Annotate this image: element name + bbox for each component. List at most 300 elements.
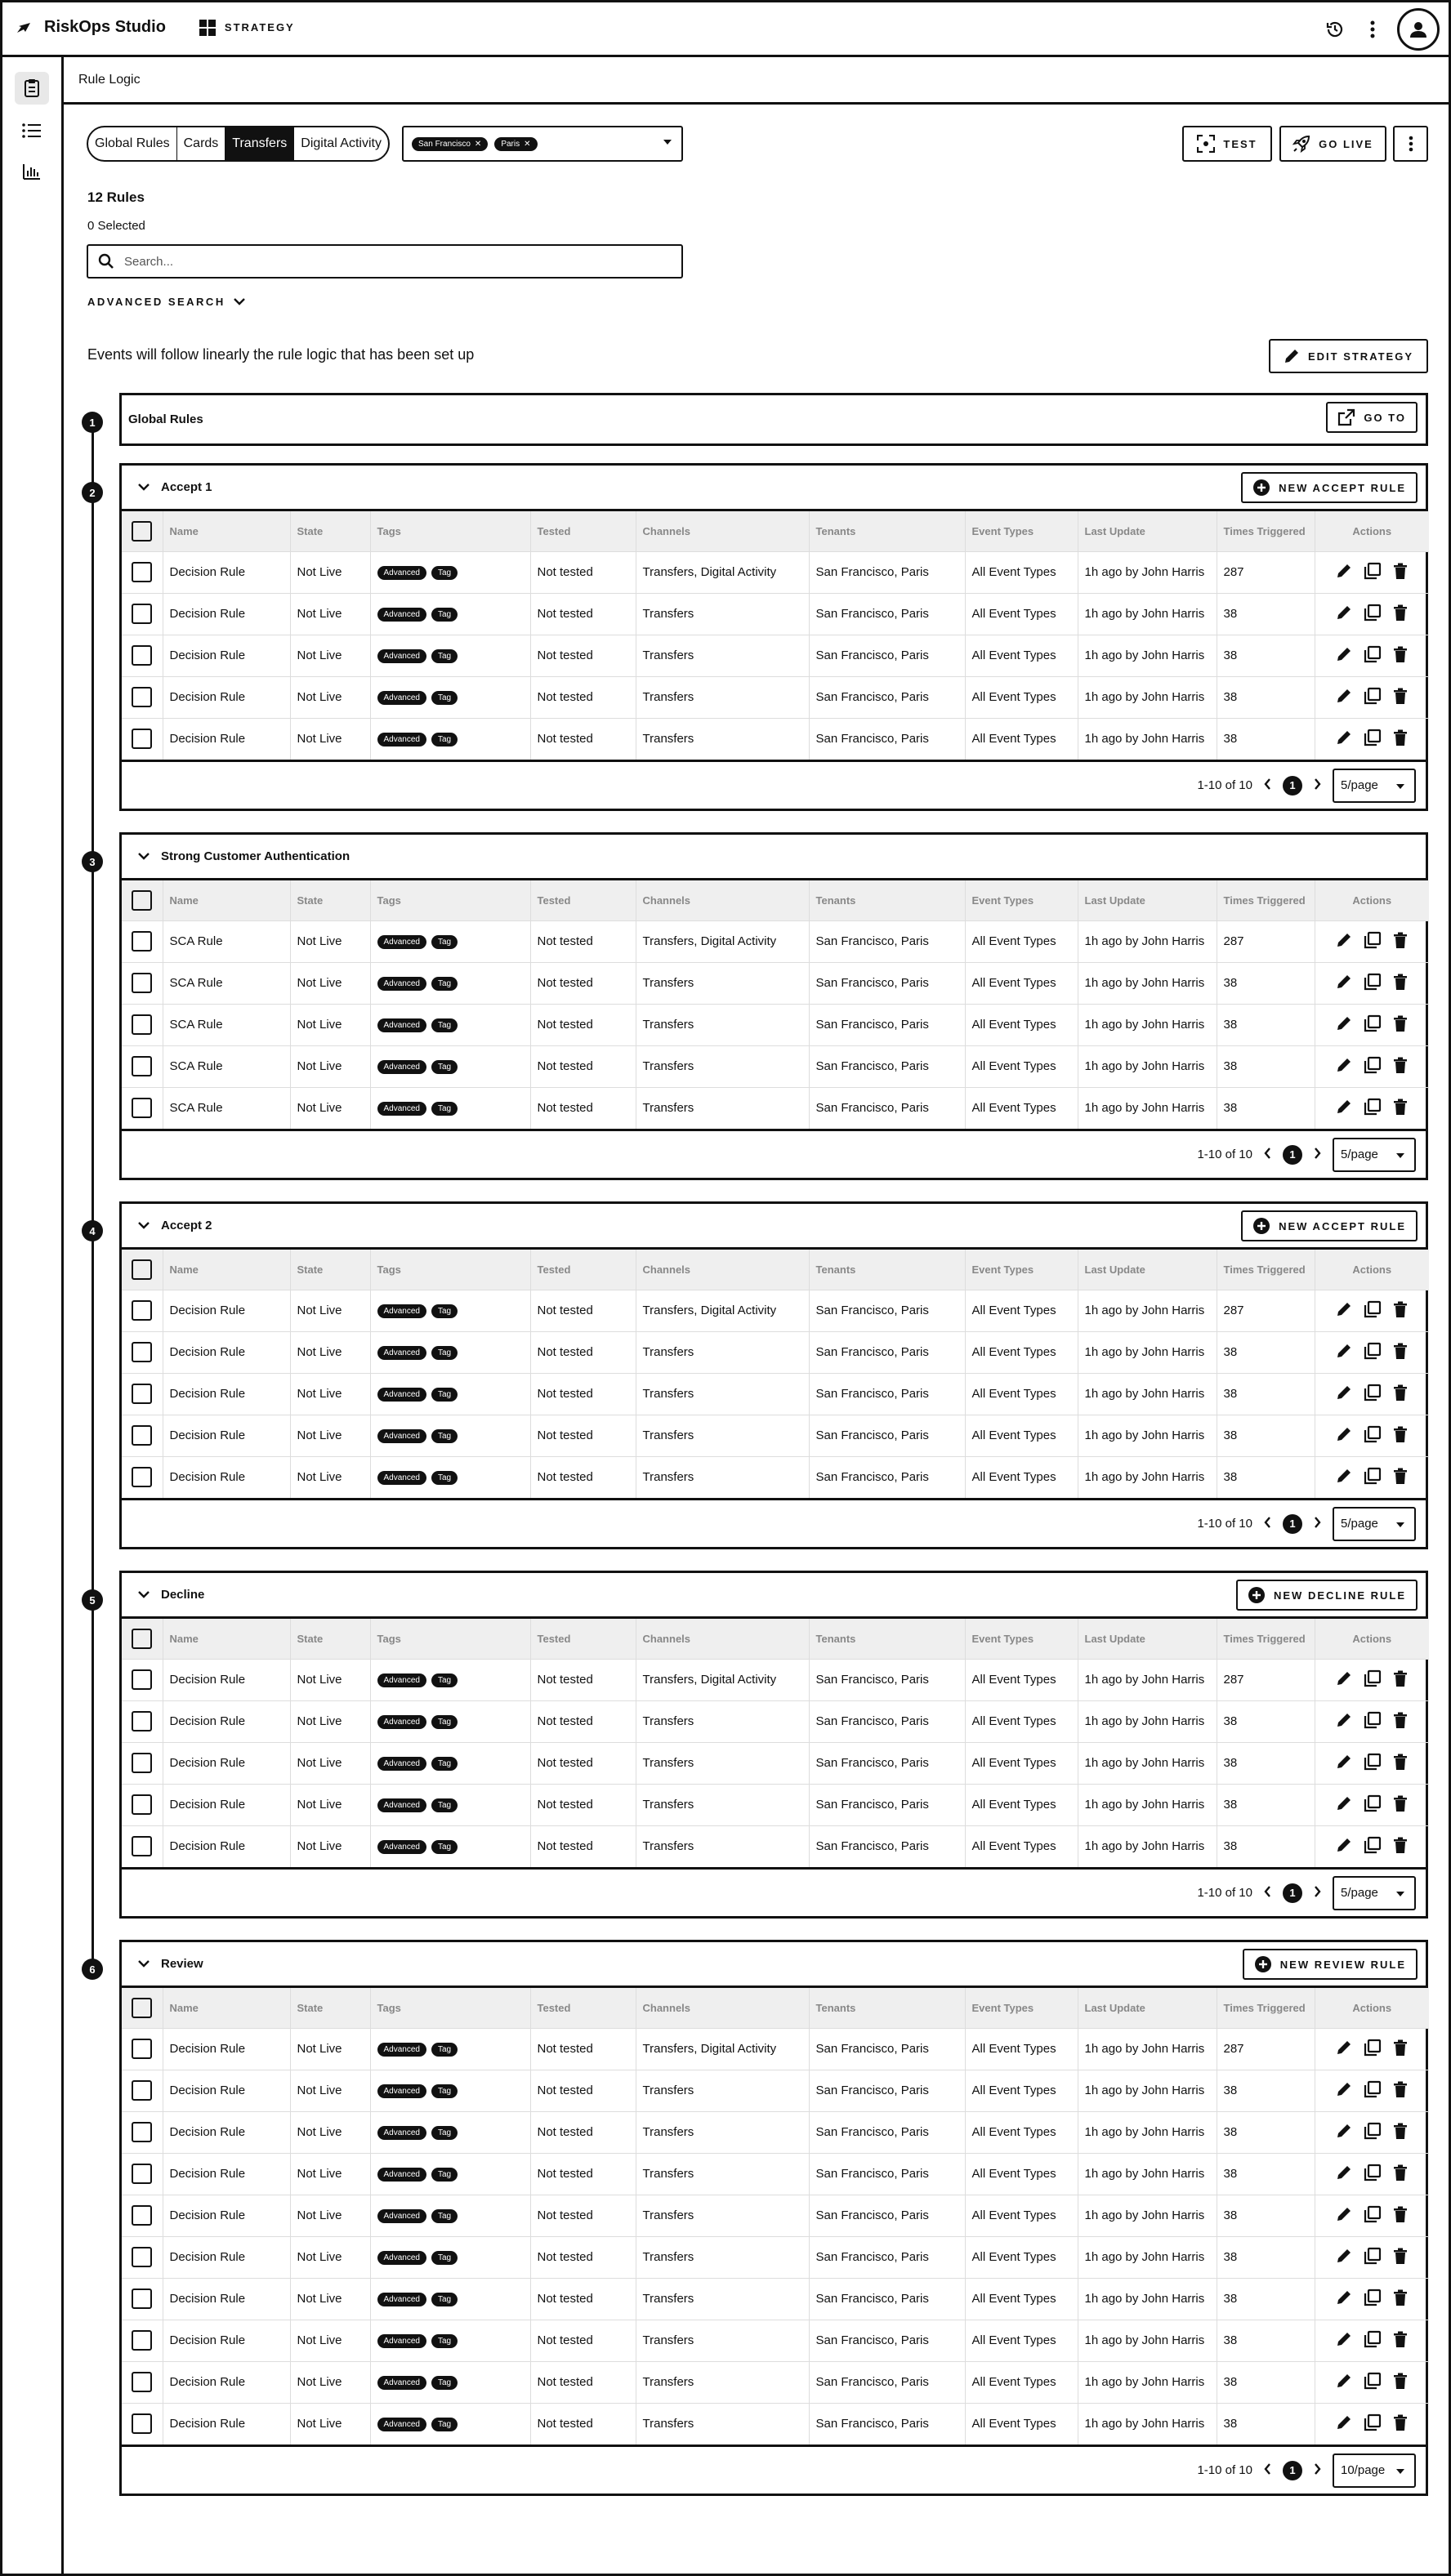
column-header[interactable]: Times Triggered xyxy=(1217,1988,1315,2028)
table-row[interactable] xyxy=(122,962,1429,1004)
column-header[interactable]: Name xyxy=(163,1250,290,1290)
row-checkbox[interactable] xyxy=(132,2372,152,2392)
table-row[interactable] xyxy=(122,551,1429,593)
edit-button[interactable] xyxy=(1336,2331,1352,2351)
rule-event-types: All Event Types xyxy=(965,1045,1078,1087)
table-row[interactable] xyxy=(122,2361,1429,2403)
duplicate-button[interactable] xyxy=(1364,2039,1382,2060)
column-header[interactable]: Name xyxy=(163,880,290,920)
table-row[interactable] xyxy=(122,2403,1429,2445)
column-header[interactable]: Tenants xyxy=(809,1619,965,1659)
next-page-button[interactable] xyxy=(1314,1886,1321,1901)
table-row[interactable] xyxy=(122,1331,1429,1373)
edit-button[interactable] xyxy=(1336,646,1352,666)
edit-button[interactable] xyxy=(1336,1712,1352,1731)
edit-button[interactable] xyxy=(1336,729,1352,749)
column-header[interactable]: Last Update xyxy=(1078,880,1217,920)
edit-button[interactable] xyxy=(1336,1670,1352,1690)
current-page[interactable]: 1 xyxy=(1283,776,1302,796)
tab-digital-activity[interactable]: Digital Activity xyxy=(301,136,382,150)
close-icon[interactable]: ✕ xyxy=(524,139,531,149)
edit-button[interactable] xyxy=(1336,604,1352,624)
row-checkbox[interactable] xyxy=(132,2080,152,2101)
column-header[interactable]: State xyxy=(290,1250,370,1290)
rule-name[interactable]: Decision Rule xyxy=(163,2070,290,2111)
select-all-checkbox[interactable] xyxy=(132,1629,152,1649)
delete-button[interactable] xyxy=(1393,1343,1408,1362)
rule-name[interactable]: Decision Rule xyxy=(163,676,290,718)
row-checkbox[interactable] xyxy=(132,2039,152,2059)
table-row[interactable] xyxy=(122,1659,1429,1700)
row-checkbox[interactable] xyxy=(132,1425,152,1446)
delete-button[interactable] xyxy=(1393,1670,1408,1690)
rule-name[interactable]: Decision Rule xyxy=(163,1373,290,1415)
edit-button[interactable] xyxy=(1336,2039,1352,2059)
rule-name[interactable]: Decision Rule xyxy=(163,551,290,593)
duplicate-button[interactable] xyxy=(1364,1384,1382,1405)
edit-button[interactable] xyxy=(1336,2373,1352,2392)
duplicate-button[interactable] xyxy=(1364,2330,1382,2351)
close-icon[interactable]: ✕ xyxy=(474,139,482,149)
column-header[interactable]: Times Triggered xyxy=(1217,880,1315,920)
rule-name[interactable]: Decision Rule xyxy=(163,1456,290,1498)
edit-button[interactable] xyxy=(1336,1837,1352,1856)
column-header[interactable]: Tested xyxy=(530,1250,636,1290)
row-checkbox[interactable] xyxy=(132,2164,152,2184)
chevron-right-icon xyxy=(1314,1517,1321,1528)
edit-button[interactable] xyxy=(1336,1301,1352,1321)
table-row[interactable] xyxy=(122,1700,1429,1742)
row-checkbox[interactable] xyxy=(132,1300,152,1321)
rule-name[interactable]: Decision Rule xyxy=(163,1700,290,1742)
new-rule-button[interactable] xyxy=(1241,1210,1418,1241)
rule-name[interactable]: Decision Rule xyxy=(163,1825,290,1867)
column-header[interactable]: Tested xyxy=(530,880,636,920)
table-row[interactable] xyxy=(122,1742,1429,1784)
table-row[interactable] xyxy=(122,593,1429,635)
table-row[interactable] xyxy=(122,1087,1429,1129)
delete-button[interactable] xyxy=(1393,1099,1408,1118)
sidebar-item-analytics[interactable] xyxy=(15,155,49,188)
rule-channels: Transfers xyxy=(636,1045,809,1087)
page-size-select[interactable] xyxy=(1333,1138,1416,1172)
duplicate-button[interactable] xyxy=(1364,1711,1382,1732)
delete-button[interactable] xyxy=(1393,2206,1408,2226)
duplicate-button[interactable] xyxy=(1364,2080,1382,2101)
table-row[interactable] xyxy=(122,920,1429,962)
row-checkbox[interactable] xyxy=(132,1342,152,1362)
column-header[interactable]: Channels xyxy=(636,1988,809,2028)
row-checkbox[interactable] xyxy=(132,2247,152,2267)
delete-button[interactable] xyxy=(1393,2331,1408,2351)
edit-button[interactable] xyxy=(1336,2081,1352,2101)
column-header[interactable]: Name xyxy=(163,511,290,551)
column-header[interactable]: Tested xyxy=(530,1619,636,1659)
edit-button[interactable] xyxy=(1336,1795,1352,1815)
copy-icon xyxy=(1364,1669,1382,1687)
row-checkbox[interactable] xyxy=(132,1467,152,1487)
table-row[interactable] xyxy=(122,1004,1429,1045)
duplicate-button[interactable] xyxy=(1364,931,1382,952)
row-checkbox[interactable] xyxy=(132,729,152,749)
rule-name[interactable]: Decision Rule xyxy=(163,1331,290,1373)
column-header[interactable]: Actions xyxy=(1315,1250,1429,1290)
delete-button[interactable] xyxy=(1393,2123,1408,2142)
rule-name[interactable]: Decision Rule xyxy=(163,1290,290,1331)
column-header[interactable]: Times Triggered xyxy=(1217,1250,1315,1290)
rule-name[interactable]: Decision Rule xyxy=(163,2278,290,2320)
select-all-checkbox[interactable] xyxy=(132,521,152,541)
row-checkbox[interactable] xyxy=(132,604,152,624)
column-header[interactable]: Channels xyxy=(636,1619,809,1659)
select-all-checkbox[interactable] xyxy=(132,1259,152,1280)
page-size-select[interactable] xyxy=(1333,1507,1416,1541)
tenant-chip[interactable] xyxy=(494,137,537,151)
collapse-toggle[interactable] xyxy=(138,1591,150,1598)
rule-tested: Not tested xyxy=(530,1290,636,1331)
edit-button[interactable] xyxy=(1336,932,1352,952)
column-header[interactable]: Tags xyxy=(370,511,530,551)
table-row[interactable] xyxy=(122,1825,1429,1867)
delete-button[interactable] xyxy=(1393,1057,1408,1076)
column-header[interactable]: Times Triggered xyxy=(1217,1619,1315,1659)
delete-button[interactable] xyxy=(1393,2039,1408,2059)
duplicate-button[interactable] xyxy=(1364,1300,1382,1321)
row-checkbox[interactable] xyxy=(132,1384,152,1404)
test-button[interactable] xyxy=(1182,126,1272,162)
row-checkbox[interactable] xyxy=(132,931,152,952)
table-row[interactable] xyxy=(122,1456,1429,1498)
duplicate-button[interactable] xyxy=(1364,1014,1382,1036)
column-header[interactable]: Tags xyxy=(370,1250,530,1290)
table-row[interactable] xyxy=(122,1784,1429,1825)
table-row[interactable] xyxy=(122,2195,1429,2236)
row-checkbox[interactable] xyxy=(132,1056,152,1076)
advanced-search-toggle[interactable] xyxy=(87,296,245,308)
rule-name[interactable]: Decision Rule xyxy=(163,1659,290,1700)
strategy-nav[interactable] xyxy=(199,19,295,37)
column-header[interactable]: Tenants xyxy=(809,1250,965,1290)
page-size-select[interactable] xyxy=(1333,1876,1416,1910)
table-row[interactable] xyxy=(122,718,1429,760)
delete-button[interactable] xyxy=(1393,1426,1408,1446)
row-checkbox[interactable] xyxy=(132,1753,152,1773)
delete-button[interactable] xyxy=(1393,563,1408,582)
column-header[interactable]: Channels xyxy=(636,880,809,920)
duplicate-button[interactable] xyxy=(1364,729,1382,750)
delete-button[interactable] xyxy=(1393,1384,1408,1404)
table-row[interactable] xyxy=(122,676,1429,718)
duplicate-button[interactable] xyxy=(1364,2289,1382,2310)
select-all-checkbox[interactable] xyxy=(132,1998,152,2018)
rule-name[interactable]: Decision Rule xyxy=(163,1742,290,1784)
row-checkbox[interactable] xyxy=(132,2413,152,2434)
rule-name[interactable]: Decision Rule xyxy=(163,718,290,760)
column-header[interactable]: Event Types xyxy=(965,880,1078,920)
delete-button[interactable] xyxy=(1393,1837,1408,1856)
rule-name[interactable]: Decision Rule xyxy=(163,1784,290,1825)
edit-button[interactable] xyxy=(1336,1057,1352,1076)
duplicate-button[interactable] xyxy=(1364,1669,1382,1691)
table-row[interactable] xyxy=(122,2320,1429,2361)
delete-button[interactable] xyxy=(1393,1712,1408,1731)
edit-button[interactable] xyxy=(1336,2289,1352,2309)
tab-transfers[interactable]: Transfers xyxy=(225,127,294,160)
next-page-button[interactable] xyxy=(1314,1148,1321,1162)
collapse-toggle[interactable] xyxy=(138,1960,150,1968)
row-checkbox[interactable] xyxy=(132,1014,152,1035)
toolbar-more-button[interactable] xyxy=(1393,126,1428,162)
duplicate-button[interactable] xyxy=(1364,1098,1382,1119)
duplicate-button[interactable] xyxy=(1364,2372,1382,2393)
duplicate-button[interactable] xyxy=(1364,1836,1382,1857)
tag-badge: Advanced xyxy=(377,2043,426,2057)
edit-button[interactable] xyxy=(1336,1754,1352,1773)
table-row[interactable] xyxy=(122,1045,1429,1087)
rule-name[interactable]: SCA Rule xyxy=(163,1004,290,1045)
search-input[interactable] xyxy=(124,255,631,269)
edit-button[interactable] xyxy=(1336,1343,1352,1362)
delete-button[interactable] xyxy=(1393,646,1408,666)
column-header[interactable]: Tested xyxy=(530,511,636,551)
rule-name[interactable]: SCA Rule xyxy=(163,1087,290,1129)
row-checkbox[interactable] xyxy=(132,1836,152,1856)
new-rule-button[interactable] xyxy=(1243,1949,1418,1980)
next-page-button[interactable] xyxy=(1314,2463,1321,2478)
duplicate-button[interactable] xyxy=(1364,1467,1382,1488)
rule-name[interactable]: SCA Rule xyxy=(163,1045,290,1087)
duplicate-button[interactable] xyxy=(1364,2247,1382,2268)
column-header[interactable]: Last Update xyxy=(1078,1988,1217,2028)
delete-button[interactable] xyxy=(1393,2289,1408,2309)
delete-button[interactable] xyxy=(1393,1754,1408,1773)
duplicate-button[interactable] xyxy=(1364,973,1382,994)
column-header[interactable]: State xyxy=(290,880,370,920)
prev-page-button[interactable] xyxy=(1264,2463,1271,2478)
table-row[interactable] xyxy=(122,635,1429,676)
column-header[interactable]: Actions xyxy=(1315,880,1429,920)
row-checkbox[interactable] xyxy=(132,687,152,707)
row-checkbox[interactable] xyxy=(132,973,152,993)
table-row[interactable] xyxy=(122,1415,1429,1456)
table-row[interactable] xyxy=(122,2236,1429,2278)
row-checkbox[interactable] xyxy=(132,1794,152,1815)
edit-strategy-button[interactable] xyxy=(1269,339,1428,373)
delete-button[interactable] xyxy=(1393,1301,1408,1321)
duplicate-button[interactable] xyxy=(1364,687,1382,708)
edit-button[interactable] xyxy=(1336,688,1352,707)
column-header[interactable]: State xyxy=(290,511,370,551)
prev-page-button[interactable] xyxy=(1264,1517,1271,1531)
column-header[interactable]: Tenants xyxy=(809,511,965,551)
delete-button[interactable] xyxy=(1393,1468,1408,1487)
rule-name[interactable]: Decision Rule xyxy=(163,2361,290,2403)
column-header[interactable]: State xyxy=(290,1988,370,2028)
table-row[interactable] xyxy=(122,2028,1429,2070)
tag-badge: Tag xyxy=(431,977,458,991)
duplicate-button[interactable] xyxy=(1364,1794,1382,1816)
table-row[interactable] xyxy=(122,1373,1429,1415)
row-checkbox[interactable] xyxy=(132,1711,152,1731)
row-checkbox[interactable] xyxy=(132,2289,152,2309)
duplicate-button[interactable] xyxy=(1364,562,1382,583)
rule-name[interactable]: Decision Rule xyxy=(163,2320,290,2361)
column-header[interactable]: Event Types xyxy=(965,511,1078,551)
rule-name[interactable]: Decision Rule xyxy=(163,635,290,676)
rule-name[interactable]: Decision Rule xyxy=(163,2236,290,2278)
rule-state: Not Live xyxy=(290,2070,370,2111)
user-avatar[interactable] xyxy=(1397,8,1440,51)
column-header[interactable]: Actions xyxy=(1315,1988,1429,2028)
edit-button[interactable] xyxy=(1336,2164,1352,2184)
chevron-down-icon xyxy=(663,140,672,145)
column-header[interactable]: State xyxy=(290,1619,370,1659)
column-header[interactable]: Tags xyxy=(370,1988,530,2028)
pencil-icon xyxy=(1336,1837,1352,1853)
delete-button[interactable] xyxy=(1393,729,1408,749)
delete-button[interactable] xyxy=(1393,688,1408,707)
table-row[interactable] xyxy=(122,2111,1429,2153)
delete-button[interactable] xyxy=(1393,1015,1408,1035)
current-page[interactable]: 1 xyxy=(1283,1883,1302,1903)
row-checkbox[interactable] xyxy=(132,1098,152,1118)
column-header[interactable]: Name xyxy=(163,1619,290,1659)
rule-tenants: San Francisco, Paris xyxy=(809,2320,965,2361)
prev-page-button[interactable] xyxy=(1264,778,1271,793)
current-page[interactable]: 1 xyxy=(1283,1514,1302,1534)
history-button[interactable] xyxy=(1322,16,1348,42)
duplicate-button[interactable] xyxy=(1364,1753,1382,1774)
row-checkbox[interactable] xyxy=(132,2330,152,2351)
row-checkbox[interactable] xyxy=(132,645,152,666)
table-row[interactable] xyxy=(122,1290,1429,1331)
edit-button[interactable] xyxy=(1336,1015,1352,1035)
select-all-checkbox[interactable] xyxy=(132,890,152,911)
new-rule-button[interactable] xyxy=(1236,1580,1418,1611)
rule-name[interactable]: Decision Rule xyxy=(163,1415,290,1456)
rule-name[interactable]: Decision Rule xyxy=(163,2111,290,2153)
row-checkbox[interactable] xyxy=(132,2122,152,2142)
go-to-button[interactable] xyxy=(1326,402,1418,433)
edit-button[interactable] xyxy=(1336,2206,1352,2226)
rule-name[interactable]: Decision Rule xyxy=(163,2195,290,2236)
edit-button[interactable] xyxy=(1336,1426,1352,1446)
row-checkbox[interactable] xyxy=(132,1669,152,1690)
duplicate-button[interactable] xyxy=(1364,1342,1382,1363)
rule-name[interactable]: SCA Rule xyxy=(163,962,290,1004)
sidebar-item-rules[interactable] xyxy=(15,72,49,105)
sidebar-item-list[interactable] xyxy=(15,114,49,147)
column-header[interactable]: Tested xyxy=(530,1988,636,2028)
duplicate-button[interactable] xyxy=(1364,2413,1382,2435)
duplicate-button[interactable] xyxy=(1364,1425,1382,1446)
column-header[interactable]: Last Update xyxy=(1078,511,1217,551)
tenant-chip[interactable] xyxy=(412,137,488,151)
table-row[interactable] xyxy=(122,2278,1429,2320)
tab-global-rules[interactable]: Global Rules xyxy=(88,127,177,160)
column-header[interactable]: Tags xyxy=(370,1619,530,1659)
column-header[interactable]: Channels xyxy=(636,511,809,551)
delete-button[interactable] xyxy=(1393,1795,1408,1815)
delete-button[interactable] xyxy=(1393,2248,1408,2267)
column-header[interactable]: Name xyxy=(163,1988,290,2028)
column-header[interactable]: Event Types xyxy=(965,1619,1078,1659)
duplicate-button[interactable] xyxy=(1364,2164,1382,2185)
page-size-select[interactable] xyxy=(1333,2453,1416,2488)
collapse-toggle[interactable] xyxy=(138,853,150,860)
duplicate-button[interactable] xyxy=(1364,2205,1382,2226)
duplicate-button[interactable] xyxy=(1364,645,1382,666)
duplicate-button[interactable] xyxy=(1364,604,1382,625)
edit-button[interactable] xyxy=(1336,1384,1352,1404)
new-rule-button[interactable] xyxy=(1241,472,1418,503)
more-menu-button[interactable] xyxy=(1359,16,1386,42)
delete-button[interactable] xyxy=(1393,604,1408,624)
table-row[interactable] xyxy=(122,2070,1429,2111)
column-header[interactable]: Tags xyxy=(370,880,530,920)
edit-button[interactable] xyxy=(1336,2123,1352,2142)
edit-button[interactable] xyxy=(1336,2414,1352,2434)
tenant-select[interactable] xyxy=(402,126,683,162)
next-page-button[interactable] xyxy=(1314,1517,1321,1531)
current-page[interactable]: 1 xyxy=(1283,1145,1302,1165)
tag-badge: Advanced xyxy=(377,1757,426,1771)
tab-cards[interactable]: Cards xyxy=(177,127,226,160)
duplicate-button[interactable] xyxy=(1364,2122,1382,2143)
edit-button[interactable] xyxy=(1336,974,1352,993)
delete-button[interactable] xyxy=(1393,2164,1408,2184)
rule-name[interactable]: SCA Rule xyxy=(163,920,290,962)
page-size-select[interactable] xyxy=(1333,769,1416,803)
column-header[interactable]: Last Update xyxy=(1078,1250,1217,1290)
rule-name[interactable]: Decision Rule xyxy=(163,2403,290,2445)
rule-name[interactable]: Decision Rule xyxy=(163,2153,290,2195)
edit-button[interactable] xyxy=(1336,2248,1352,2267)
prev-page-button[interactable] xyxy=(1264,1148,1271,1162)
column-header[interactable]: Actions xyxy=(1315,511,1429,551)
rule-times-triggered: 38 xyxy=(1217,1700,1315,1742)
collapse-toggle[interactable] xyxy=(138,1222,150,1229)
delete-button[interactable] xyxy=(1393,2373,1408,2392)
edit-button[interactable] xyxy=(1336,1099,1352,1118)
current-page[interactable]: 1 xyxy=(1283,2461,1302,2480)
edit-button[interactable] xyxy=(1336,563,1352,582)
edit-button[interactable] xyxy=(1336,1468,1352,1487)
rule-name[interactable]: Decision Rule xyxy=(163,2028,290,2070)
column-header[interactable]: Channels xyxy=(636,1250,809,1290)
delete-button[interactable] xyxy=(1393,2081,1408,2101)
table-row[interactable] xyxy=(122,2153,1429,2195)
go-live-button[interactable] xyxy=(1279,126,1386,162)
row-checkbox[interactable] xyxy=(132,562,152,582)
duplicate-button[interactable] xyxy=(1364,1056,1382,1077)
column-header[interactable]: Tenants xyxy=(809,1988,965,2028)
prev-page-button[interactable] xyxy=(1264,1886,1271,1901)
column-header[interactable]: Actions xyxy=(1315,1619,1429,1659)
row-checkbox[interactable] xyxy=(132,2205,152,2226)
collapse-toggle[interactable] xyxy=(138,484,150,491)
column-header[interactable]: Event Types xyxy=(965,1988,1078,2028)
delete-button[interactable] xyxy=(1393,2414,1408,2434)
column-header[interactable]: Times Triggered xyxy=(1217,511,1315,551)
delete-button[interactable] xyxy=(1393,932,1408,952)
column-header[interactable]: Event Types xyxy=(965,1250,1078,1290)
delete-button[interactable] xyxy=(1393,974,1408,993)
next-page-button[interactable] xyxy=(1314,778,1321,793)
column-header[interactable]: Last Update xyxy=(1078,1619,1217,1659)
column-header[interactable]: Tenants xyxy=(809,880,965,920)
rule-name[interactable]: Decision Rule xyxy=(163,593,290,635)
